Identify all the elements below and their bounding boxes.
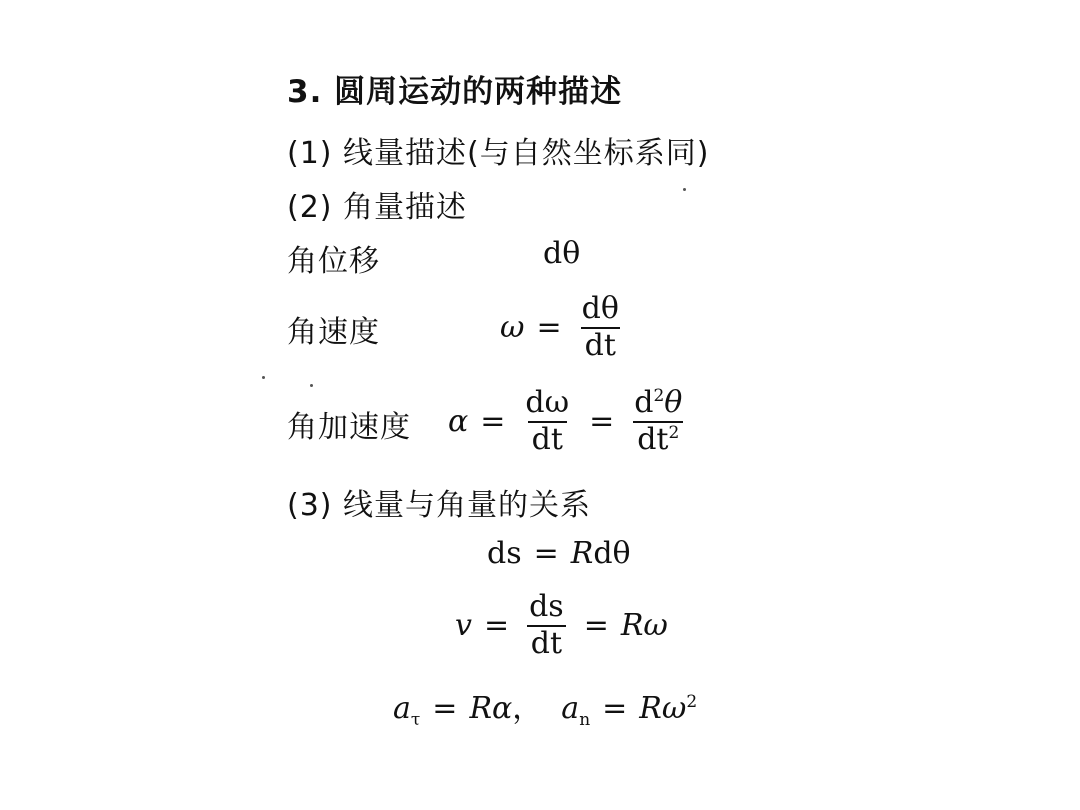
item-linear-description: (1) 线量描述(与自然坐标系同) [287, 136, 710, 171]
subscript: n [579, 710, 591, 730]
scan-speck [683, 188, 686, 191]
scan-speck [262, 376, 265, 379]
equals-sign: = [483, 608, 510, 643]
fraction-denominator: dt [527, 625, 566, 662]
angular-velocity-fraction [578, 292, 623, 363]
velocity-fraction [525, 590, 568, 661]
fraction-numerator: dθ [581, 291, 619, 326]
angular-displacement-expr [543, 236, 580, 271]
relation-rhs: Rω [639, 691, 687, 726]
fraction-denominator: dt [581, 327, 620, 364]
item-linear-angular-relation: (3) 线量与角量的关系 [287, 488, 592, 523]
angular-acceleration-formula [448, 386, 690, 457]
tangential-acceleration-symbol: a [393, 691, 411, 726]
fraction-numerator: ds [529, 589, 564, 624]
relation-acceleration-formula [393, 683, 697, 730]
relation-lhs: ds [487, 536, 522, 571]
angular-acceleration-label: 角加速度 [287, 410, 411, 445]
relation-ds-formula [487, 536, 631, 571]
angular-velocity-label: 角速度 [287, 315, 380, 350]
normal-acceleration-symbol: a [561, 691, 580, 726]
superscript: 2 [653, 386, 665, 406]
equals-sign: = [589, 404, 615, 439]
relation-rhs: Rω [620, 608, 668, 643]
angular-displacement-label: 角位移 [287, 244, 380, 279]
velocity-symbol: v [455, 608, 472, 643]
fraction-denominator: dt [528, 421, 567, 458]
alpha-symbol: α [448, 404, 469, 439]
equals-sign: = [533, 536, 559, 571]
relation-velocity-formula [455, 590, 668, 661]
subscript: τ [410, 710, 421, 730]
equals-sign: = [602, 691, 628, 726]
angular-displacement-symbol: dθ [543, 236, 581, 271]
relation-rhs: Rα [469, 691, 513, 726]
superscript: 2 [686, 692, 698, 712]
equals-sign: = [480, 404, 506, 439]
equals-sign: = [583, 608, 609, 643]
superscript: 2 [668, 422, 680, 443]
angular-velocity-formula [500, 292, 627, 363]
second-derivative-fraction [630, 386, 686, 457]
fraction-numerator: $d^2\theta$ [634, 385, 683, 420]
separator-comma: ， [512, 691, 544, 726]
omega-symbol: ω [500, 310, 525, 345]
equals-sign: = [432, 691, 458, 726]
fraction-denominator: $dt^2$ [633, 421, 683, 458]
first-derivative-fraction [521, 386, 573, 457]
equals-sign: = [536, 310, 562, 345]
page-title: 3. 圆周运动的两种描述 [287, 74, 623, 110]
item-angular-description: (2) 角量描述 [287, 190, 468, 225]
relation-rhs: dθ [593, 536, 631, 571]
fraction-numerator: dω [525, 385, 570, 420]
radius-symbol: R [570, 536, 594, 571]
scan-speck [310, 384, 313, 387]
